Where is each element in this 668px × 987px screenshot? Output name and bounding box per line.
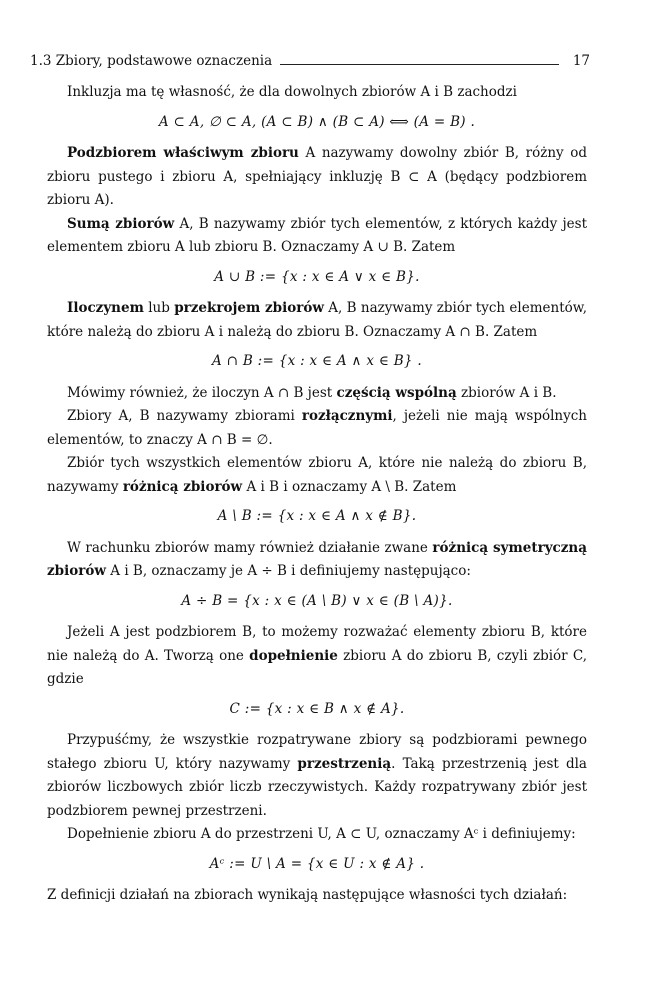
paragraph-intersection: [47, 297, 587, 344]
equation-inclusion: A ⊂ A, ∅ ⊂ A, (A ⊂ B) ∧ (B ⊂ A) ⟺ (A = B) .: [158, 113, 476, 130]
paragraph-proper-subset: [47, 142, 587, 213]
equation-symmetric-difference: A ÷ B = {x : x ∈ (A \ B) ∨ x ∈ (B \ A)}.: [181, 592, 453, 609]
page-body: [47, 81, 587, 908]
disjoint-lead: Zbiory A, B nazywamy zbiorami: [67, 408, 302, 424]
header-rule: [280, 64, 559, 65]
term-symmetric-difference: różnicą symetryczną zbiorów: [47, 539, 587, 579]
term-difference: różnicą zbiorów: [122, 478, 243, 495]
section-title: 1.3 Zbiory, podstawowe oznaczenia: [30, 53, 273, 69]
paragraph-inclusion: Inkluzja ma tę własność, że dla dowolnych zbiorów A i B zachodzi: [67, 84, 517, 100]
paragraph-common-part: [47, 382, 587, 406]
symmetric-difference-lead: W rachunku zbiorów mamy również działanie zwane: [67, 539, 433, 556]
equation-complement: Aᶜ := U \ A = {x ∈ U : x ∉ A} .: [209, 855, 425, 872]
paragraph-difference: [47, 452, 587, 499]
term-common-part: częścią wspólną: [336, 384, 457, 401]
space-lead: Przypuśćmy, że wszystkie rozpatrywane zbiory są podzbiorami pewnego stałego zbioru U, który nazywamy: [47, 732, 587, 772]
intersection-text: A, B nazywamy zbiór tych elementów, które należą do zbioru A i należą do zbioru B. Oznaczamy A ∩ B. Zatem: [47, 300, 587, 340]
term-product: Iloczynem: [67, 300, 144, 316]
equation-complement-relative: C := {x : x ∈ B ∧ x ∉ A}.: [229, 700, 405, 717]
space-tail: . Taką przestrzenią jest dla zbiorów liczbowych zbiór liczb rzeczywistych. Każdy rozpatrywany zbiór jest podzbiorem pewnej przestrzeni.: [47, 755, 587, 819]
complement-relative-tail: zbioru A do zbioru B, czyli zbiór C, gdzie: [47, 647, 588, 687]
term-complement: dopełnienie: [249, 647, 338, 664]
term-space: przestrzenią: [297, 755, 392, 772]
common-part-tail: zbiorów A i B.: [456, 384, 557, 401]
paragraph-symmetric-difference: [47, 537, 587, 584]
union-text: A, B nazywamy zbiór tych elementów, z których każdy jest elementem zbioru A lub zbioru B. Oznaczamy A ∪ B. Zatem: [47, 215, 587, 255]
paragraph-space: [47, 729, 587, 823]
proper-subset-text: A nazywamy dowolny zbiór B, różny od zbioru pustego i zbioru A, spełniający inkluzję B ⊂ A (będący podzbiorem zbioru A).: [47, 145, 588, 208]
common-part-lead: Mówimy również, że iloczyn A ∩ B jest: [67, 384, 337, 401]
equation-difference: A \ B := {x : x ∈ A ∧ x ∉ B}.: [217, 508, 417, 524]
paragraph-properties: Z definicji działań na zbiorach wynikają następujące własności tych działań:: [47, 887, 568, 903]
intersection-connector: lub: [143, 300, 175, 316]
equation-intersection: A ∩ B := {x : x ∈ A ∧ x ∈ B} .: [211, 353, 423, 369]
disjoint-tail: , jeżeli nie mają wspólnych elementów, to znaczy A ∩ B = ∅.: [47, 408, 587, 448]
term-disjoint: rozłącznymi: [301, 408, 393, 424]
paragraph-union: [47, 213, 587, 260]
paragraph-complement: Dopełnienie zbioru A do przestrzeni U, A ⊂ U, oznaczamy Aᶜ i definiujemy:: [67, 826, 576, 842]
term-union: Sumą zbiorów: [67, 215, 175, 232]
term-proper-subset: Podzbiorem właściwym zbioru: [67, 145, 299, 161]
running-header: [30, 47, 590, 69]
term-intersection: przekrojem zbiorów: [174, 300, 324, 316]
symmetric-difference-tail: A i B, oznaczamy je A ÷ B i definiujemy następująco:: [105, 563, 471, 579]
complement-relative-lead: Jeżeli A jest podzbiorem B, to możemy rozważać elementy zbioru B, które nie należą do A. Tworzą one: [47, 624, 587, 664]
paragraph-complement-relative: [47, 621, 587, 692]
equation-union: A ∪ B := {x : x ∈ A ∨ x ∈ B}.: [214, 268, 420, 285]
difference-tail: A i B i oznaczamy A \ B. Zatem: [242, 478, 457, 495]
page-number: 17: [572, 53, 590, 69]
difference-lead: Zbiór tych wszystkich elementów zbioru A, które nie należą do zbioru B, nazywamy: [47, 455, 587, 495]
paragraph-disjoint: [47, 405, 587, 452]
